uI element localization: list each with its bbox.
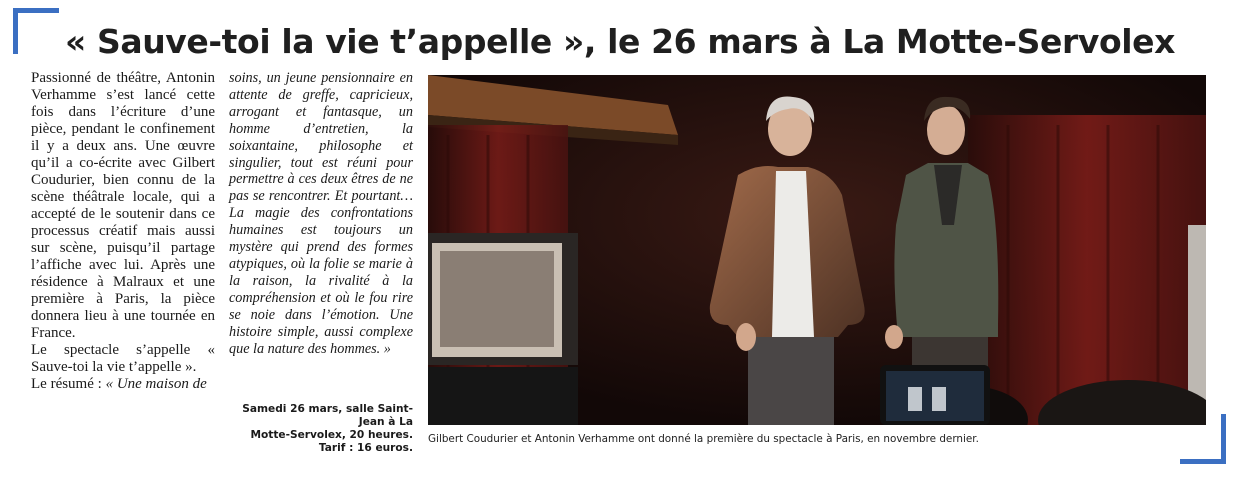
resume-start: « Une maison de [105,376,207,392]
event-info-line-3: Tarif : 16 euros. [318,442,413,454]
article-column-1 [31,70,215,393]
article-paragraph-1: Passionné de théâtre, Antonin Verhamme s’est lancé cette fois dans l’écriture d’une pièce, pendant le confinement il y a deux ans. Une œuvre qu’il a co-écrite avec Gilbert Coudurier, bien connu de la scène théâtrale locale, qui a accepté de le soutenir dans ce processus créatif mais aussi sur scène, puisqu’il partage l’affiche avec lui. Après une résidence à Malraux et une première à Paris, la pièce donnera lieu à une tournée en France. [31,70,215,341]
photo-caption: Gilbert Coudurier et Antonin Verhamme ont donné la première du spectacle à Paris, en novembre dernier. [428,433,979,445]
resume-label: Le résumé : [31,376,106,392]
article-column-2 [229,70,413,357]
resume-text: soins, un jeune pensionnaire en attente de greffe, capricieux, arrogant et fantasque, un homme d’entretien, la soixantaine, philosophe et singulier, tout est réuni pour permettre à ces deux êtres de ne pas se rencontrer. Et pourtant… La magie des confrontations humaines est toujours un mystère qui prend des formes atypiques, où la folie se marie à la raison, la rivalité à la compréhension et où le fou rire se noie dans l’émotion. Une histoire simple, aussi complexe que la nature des hommes. » [229,70,413,357]
event-info-line-2: Motte-Servolex, 20 heures. [250,429,413,441]
article-headline: « Sauve-toi la vie t’appelle », le 26 mars à La Motte-Servolex [64,22,1176,61]
article-paragraph-3 [31,376,215,393]
stage-photo [428,75,1206,425]
article-paragraph-2: Le spectacle s’appelle « Sauve-toi la vie t’appelle ». [31,342,215,375]
event-info-line-1: Samedi 26 mars, salle Saint-Jean à La [242,403,413,428]
event-info [229,403,413,455]
